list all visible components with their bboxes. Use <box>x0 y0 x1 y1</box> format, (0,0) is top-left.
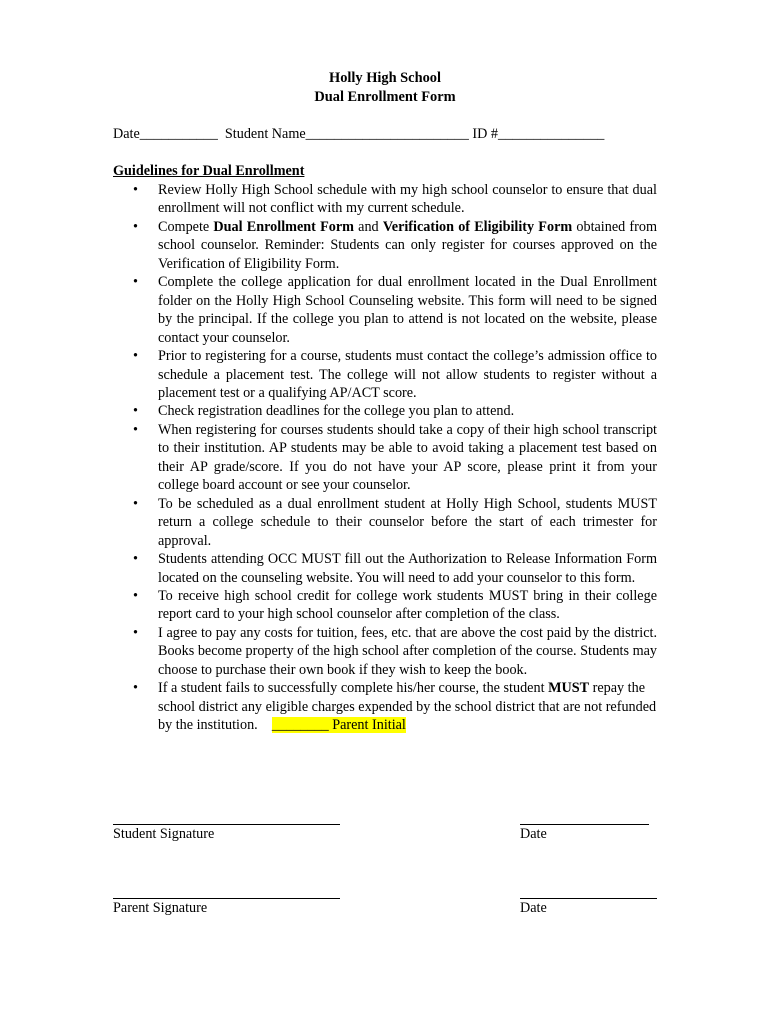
guideline-text: Students attending OCC MUST fill out the Authorization to Release Information Form located on the counseling website. You will need to add your counselor to this form. <box>158 551 657 586</box>
guideline-text: To be scheduled as a dual enrollment student at Holly High School, students MUST return a college schedule to their counselor before the start of each trimester for approval. <box>158 495 657 549</box>
guideline-item <box>113 273 657 347</box>
guideline-item <box>113 679 660 734</box>
form-title: Dual Enrollment Form <box>314 89 456 105</box>
bullet-icon: • <box>133 274 138 291</box>
guideline-bold-text: Verification of Eligibility Form <box>382 218 573 235</box>
guideline-text: obtained from school counselor. Reminder: Students can only register for courses approved on the Verification of Eligibility Form. <box>158 218 657 272</box>
student-date-label: Date <box>520 826 547 842</box>
guideline-text: Complete the college application for dual enrollment located in the Dual Enrollment folder on the Holly High School Counseling website. This form will need to be signed by the principal. If the college you plan to attend is not located on the website, please contact your counselor. <box>158 274 657 346</box>
guideline-item <box>113 218 657 273</box>
guideline-item <box>113 587 657 624</box>
guideline-item <box>113 347 657 402</box>
parent-date-line[interactable] <box>520 898 657 899</box>
parent-signature-line[interactable] <box>113 898 340 899</box>
guideline-text: and <box>353 218 383 235</box>
guideline-bold-text: Dual Enrollment Form <box>213 218 354 235</box>
bullet-icon: • <box>133 218 138 235</box>
bullet-icon: • <box>133 624 138 641</box>
guideline-text: Prior to registering for a course, students must contact the college’s admission office to schedule a placement test. The college will not allow students to register without a placement test or a qualifying AP/ACT score. <box>158 348 657 401</box>
student-date-line[interactable] <box>520 824 649 825</box>
guideline-text: When registering for courses students should take a copy of their high school transcript to their institution. AP students may be able to avoid taking a placement test based on their AP grade/score. If you do not have your AP score, please print it from your college board account or see your counselor. <box>158 421 657 494</box>
bullet-icon: • <box>133 495 138 512</box>
guidelines-heading: Guidelines for Dual Enrollment <box>113 163 305 179</box>
bullet-icon: • <box>133 421 138 438</box>
guideline-text: Check registration deadlines for the college you plan to attend. <box>158 403 515 420</box>
bullet-icon: • <box>133 587 138 604</box>
bullet-icon: • <box>133 680 138 697</box>
guideline-item <box>113 402 657 420</box>
parent-date-label: Date <box>520 900 547 916</box>
student-signature-label: Student Signature <box>113 826 215 842</box>
parent-signature-label: Parent Signature <box>113 900 208 916</box>
guideline-text: repay the school district any eligible charges expended by the school district that are not refunded by the institution. <box>158 680 660 734</box>
bullet-icon: • <box>133 551 138 568</box>
guideline-text: To receive high school credit for college work students MUST bring in their college report card to your high school counselor after completion of the class. <box>158 587 657 623</box>
bullet-icon: • <box>133 182 138 198</box>
guideline-bold-text: MUST <box>548 680 590 697</box>
guideline-item <box>113 495 657 550</box>
student-signature-line[interactable] <box>113 824 340 825</box>
guideline-item <box>113 624 657 679</box>
guideline-text: If a student fails to successfully complete his/her course, the student <box>158 680 549 697</box>
parent-initial-field[interactable]: ________ Parent Initial <box>271 717 406 734</box>
student-info-fields[interactable]: Date___________ Student Name_______________________ ID #_______________ <box>113 126 605 142</box>
guideline-item <box>113 421 657 495</box>
bullet-icon: • <box>133 348 138 365</box>
school-name: Holly High School <box>329 70 441 86</box>
guidelines-list <box>113 181 660 735</box>
guideline-text: Review Holly High School schedule with my high school counselor to ensure that dual enrollment will not conflict with my current schedule. <box>158 182 657 217</box>
guideline-text: Compete <box>158 218 214 235</box>
guideline-text: I agree to pay any costs for tuition, fees, etc. that are above the cost paid by the district. Books become property of the high school after completion of the course. Students may choose to purchase their own book if they wish to keep the book. <box>158 624 657 678</box>
bullet-icon: • <box>133 403 138 420</box>
guideline-item <box>113 550 657 587</box>
guideline-item <box>113 181 657 218</box>
